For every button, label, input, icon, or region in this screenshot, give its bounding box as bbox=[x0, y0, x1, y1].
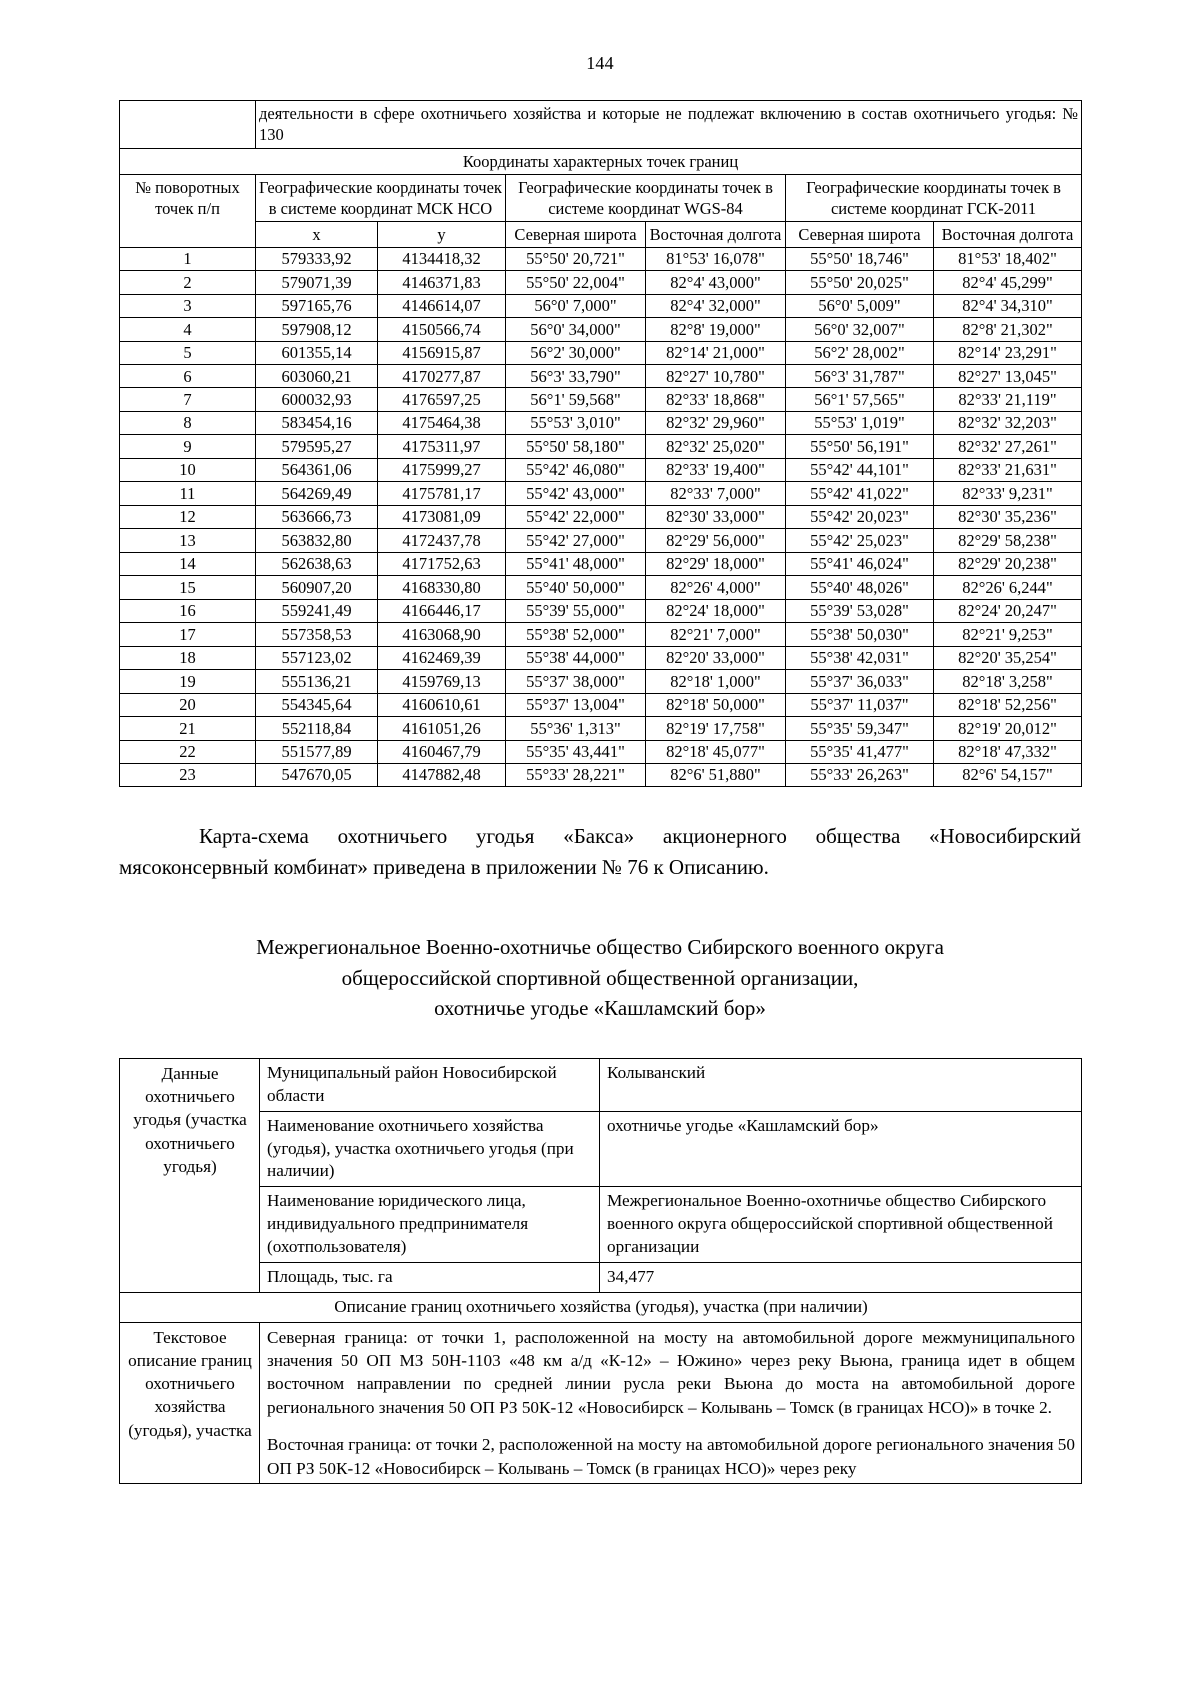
cell-msk-x: 564361,06 bbox=[256, 458, 378, 481]
cell-gsk-latitude: 55°50' 20,025" bbox=[786, 271, 934, 294]
cell-gsk-longitude: 82°19' 20,012" bbox=[934, 717, 1082, 740]
cell-point-number: 1 bbox=[120, 247, 256, 270]
cell-gsk-longitude: 82°29' 20,238" bbox=[934, 552, 1082, 575]
header-gsk-north-latitude: Северная широта bbox=[786, 222, 934, 247]
table-row bbox=[120, 318, 1082, 341]
info-value-municipal-district: Колыванский bbox=[600, 1058, 1082, 1111]
table-row-header-groups bbox=[120, 175, 1082, 222]
cell-wgs-latitude: 55°38' 52,000" bbox=[506, 623, 646, 646]
cell-gsk-longitude: 82°4' 34,310" bbox=[934, 294, 1082, 317]
cell-wgs-latitude: 55°53' 3,010" bbox=[506, 411, 646, 434]
cell-wgs-latitude: 55°42' 22,000" bbox=[506, 505, 646, 528]
cell-wgs-longitude: 82°29' 56,000" bbox=[646, 529, 786, 552]
cell-msk-y: 4146614,07 bbox=[378, 294, 506, 317]
cell-msk-x: 601355,14 bbox=[256, 341, 378, 364]
map-reference-paragraph-block bbox=[119, 821, 1081, 881]
coordinates-rows bbox=[120, 247, 1082, 787]
map-reference-paragraph: Карта-схема охотничьего угодья «Бакса» акционерного общества «Новосибирский мясоконсервный комбинат» приведена в приложении № 76 к Описанию. bbox=[119, 824, 1081, 879]
cell-msk-y: 4175781,17 bbox=[378, 482, 506, 505]
header-gsk-east-longitude: Восточная долгота bbox=[934, 222, 1082, 247]
borders-section-title: Описание границ охотничьего хозяйства (угодья), участка (при наличии) bbox=[120, 1292, 1082, 1322]
table-row bbox=[120, 247, 1082, 270]
table-row-header-subcols bbox=[120, 222, 1082, 247]
cell-msk-y: 4170277,87 bbox=[378, 365, 506, 388]
table-row-municipal-district bbox=[120, 1058, 1082, 1111]
cell-msk-x: 603060,21 bbox=[256, 365, 378, 388]
header-point-number: № поворотных точек п/п bbox=[120, 175, 256, 247]
cell-wgs-latitude: 56°3' 33,790" bbox=[506, 365, 646, 388]
cell-gsk-latitude: 55°50' 18,746" bbox=[786, 247, 934, 270]
cell-wgs-latitude: 55°50' 20,721" bbox=[506, 247, 646, 270]
cell-msk-y: 4163068,90 bbox=[378, 623, 506, 646]
cell-wgs-latitude: 55°37' 38,000" bbox=[506, 670, 646, 693]
table-row bbox=[120, 717, 1082, 740]
section-heading-line-2: общероссийской спортивной общественной организации, bbox=[341, 965, 859, 990]
table-row-legal-entity bbox=[120, 1187, 1082, 1263]
cell-point-number: 3 bbox=[120, 294, 256, 317]
cell-gsk-latitude: 55°35' 59,347" bbox=[786, 717, 934, 740]
text-description-label: Текстовое описание границ охотничьего хозяйства (угодья), участка bbox=[120, 1322, 260, 1483]
info-value-area: 34,477 bbox=[600, 1262, 1082, 1292]
cell-gsk-latitude: 55°38' 42,031" bbox=[786, 646, 934, 669]
cell-point-number: 18 bbox=[120, 646, 256, 669]
cell-gsk-latitude: 55°42' 41,022" bbox=[786, 482, 934, 505]
info-label-ground-name: Наименование охотничьего хозяйства (угодья), участка охотничьего угодья (при наличии) bbox=[260, 1111, 600, 1187]
cell-msk-y: 4176597,25 bbox=[378, 388, 506, 411]
table-row bbox=[120, 388, 1082, 411]
cell-wgs-latitude: 55°39' 55,000" bbox=[506, 599, 646, 622]
cell-point-number: 11 bbox=[120, 482, 256, 505]
cell-gsk-latitude: 55°50' 56,191" bbox=[786, 435, 934, 458]
header-gsk-group: Географические координаты точек в системе координат ГСК-2011 bbox=[786, 175, 1082, 222]
cell-wgs-latitude: 56°0' 7,000" bbox=[506, 294, 646, 317]
table-row bbox=[120, 294, 1082, 317]
cell-gsk-longitude: 82°27' 13,045" bbox=[934, 365, 1082, 388]
cell-msk-x: 559241,49 bbox=[256, 599, 378, 622]
info-value-ground-name: охотничье угодье «Кашламский бор» bbox=[600, 1111, 1082, 1187]
cell-msk-y: 4160467,79 bbox=[378, 740, 506, 763]
coordinates-table bbox=[119, 100, 1082, 787]
table-row bbox=[120, 763, 1082, 786]
cell-msk-y: 4171752,63 bbox=[378, 552, 506, 575]
cell-msk-x: 563666,73 bbox=[256, 505, 378, 528]
cell-wgs-longitude: 82°18' 1,000" bbox=[646, 670, 786, 693]
table-row bbox=[120, 341, 1082, 364]
header-wgs-group: Географические координаты точек в системе координат WGS-84 bbox=[506, 175, 786, 222]
cell-msk-x: 579333,92 bbox=[256, 247, 378, 270]
cell-wgs-latitude: 56°0' 34,000" bbox=[506, 318, 646, 341]
table-row-border-text-description bbox=[120, 1322, 1082, 1483]
cell-gsk-latitude: 55°53' 1,019" bbox=[786, 411, 934, 434]
cell-gsk-longitude: 82°18' 3,258" bbox=[934, 670, 1082, 693]
page-number: 144 bbox=[586, 53, 614, 73]
cell-point-number: 21 bbox=[120, 717, 256, 740]
cell-msk-y: 4166446,17 bbox=[378, 599, 506, 622]
cell-wgs-longitude: 82°33' 18,868" bbox=[646, 388, 786, 411]
cell-msk-y: 4159769,13 bbox=[378, 670, 506, 693]
cell-msk-y: 4175464,38 bbox=[378, 411, 506, 434]
cell-wgs-latitude: 55°41' 48,000" bbox=[506, 552, 646, 575]
header-wgs-east-longitude: Восточная долгота bbox=[646, 222, 786, 247]
table-row bbox=[120, 623, 1082, 646]
cell-msk-y: 4162469,39 bbox=[378, 646, 506, 669]
section-heading-block bbox=[119, 932, 1081, 1024]
cell-msk-x: 551577,89 bbox=[256, 740, 378, 763]
cell-wgs-latitude: 55°37' 13,004" bbox=[506, 693, 646, 716]
cell-msk-y: 4175999,27 bbox=[378, 458, 506, 481]
cell-gsk-longitude: 82°18' 47,332" bbox=[934, 740, 1082, 763]
cell-msk-x: 547670,05 bbox=[256, 763, 378, 786]
cell-wgs-latitude: 55°40' 50,000" bbox=[506, 576, 646, 599]
cell-wgs-latitude: 55°38' 44,000" bbox=[506, 646, 646, 669]
table-row bbox=[120, 411, 1082, 434]
cell-gsk-longitude: 82°20' 35,254" bbox=[934, 646, 1082, 669]
cell-gsk-latitude: 55°42' 20,023" bbox=[786, 505, 934, 528]
table-row bbox=[120, 435, 1082, 458]
cell-msk-x: 557358,53 bbox=[256, 623, 378, 646]
cell-gsk-latitude: 55°41' 46,024" bbox=[786, 552, 934, 575]
info-side-label: Данные охотничьего угодья (участка охотничьего угодья) bbox=[120, 1058, 260, 1292]
coordinates-section-title: Координаты характерных точек границ bbox=[120, 148, 1082, 174]
intro-text-cell: деятельности в сфере охотничьего хозяйства и которые не подлежат включению в состав охотничьего угодья: № 130 bbox=[256, 101, 1082, 149]
cell-gsk-longitude: 82°18' 52,256" bbox=[934, 693, 1082, 716]
cell-gsk-latitude: 55°42' 44,101" bbox=[786, 458, 934, 481]
table-row bbox=[120, 670, 1082, 693]
cell-gsk-longitude: 82°8' 21,302" bbox=[934, 318, 1082, 341]
cell-wgs-longitude: 82°33' 7,000" bbox=[646, 482, 786, 505]
cell-msk-y: 4156915,87 bbox=[378, 341, 506, 364]
cell-wgs-longitude: 82°14' 21,000" bbox=[646, 341, 786, 364]
cell-msk-y: 4146371,83 bbox=[378, 271, 506, 294]
table-row bbox=[120, 271, 1082, 294]
cell-point-number: 2 bbox=[120, 271, 256, 294]
table-row-intro bbox=[120, 101, 1082, 149]
header-y: y bbox=[378, 222, 506, 247]
cell-msk-x: 555136,21 bbox=[256, 670, 378, 693]
cell-gsk-longitude: 82°33' 21,119" bbox=[934, 388, 1082, 411]
cell-msk-y: 4134418,32 bbox=[378, 247, 506, 270]
cell-msk-x: 554345,64 bbox=[256, 693, 378, 716]
cell-msk-x: 563832,80 bbox=[256, 529, 378, 552]
cell-wgs-longitude: 82°18' 50,000" bbox=[646, 693, 786, 716]
cell-wgs-latitude: 55°33' 28,221" bbox=[506, 763, 646, 786]
cell-msk-x: 600032,93 bbox=[256, 388, 378, 411]
table-row bbox=[120, 693, 1082, 716]
table-row bbox=[120, 576, 1082, 599]
table-row bbox=[120, 458, 1082, 481]
cell-wgs-longitude: 82°8' 19,000" bbox=[646, 318, 786, 341]
cell-wgs-longitude: 82°18' 45,077" bbox=[646, 740, 786, 763]
cell-gsk-latitude: 55°37' 36,033" bbox=[786, 670, 934, 693]
cell-wgs-longitude: 82°6' 51,880" bbox=[646, 763, 786, 786]
cell-wgs-latitude: 56°2' 30,000" bbox=[506, 341, 646, 364]
cell-gsk-latitude: 55°33' 26,263" bbox=[786, 763, 934, 786]
cell-wgs-longitude: 82°21' 7,000" bbox=[646, 623, 786, 646]
hunting-ground-info-table bbox=[119, 1058, 1082, 1484]
cell-gsk-latitude: 56°1' 57,565" bbox=[786, 388, 934, 411]
cell-gsk-longitude: 82°26' 6,244" bbox=[934, 576, 1082, 599]
info-label-municipal-district: Муниципальный район Новосибирской области bbox=[260, 1058, 600, 1111]
cell-wgs-longitude: 82°29' 18,000" bbox=[646, 552, 786, 575]
cell-msk-x: 564269,49 bbox=[256, 482, 378, 505]
table-row bbox=[120, 599, 1082, 622]
table-row-borders-section-title bbox=[120, 1292, 1082, 1322]
cell-gsk-latitude: 55°38' 50,030" bbox=[786, 623, 934, 646]
cell-msk-x: 579595,27 bbox=[256, 435, 378, 458]
cell-point-number: 5 bbox=[120, 341, 256, 364]
cell-wgs-latitude: 55°50' 22,004" bbox=[506, 271, 646, 294]
cell-gsk-longitude: 82°4' 45,299" bbox=[934, 271, 1082, 294]
cell-wgs-latitude: 55°36' 1,313" bbox=[506, 717, 646, 740]
info-label-legal-entity: Наименование юридического лица, индивидуального предпринимателя (охотпользователя) bbox=[260, 1187, 600, 1263]
cell-point-number: 12 bbox=[120, 505, 256, 528]
cell-gsk-latitude: 55°40' 48,026" bbox=[786, 576, 934, 599]
cell-point-number: 6 bbox=[120, 365, 256, 388]
header-x: x bbox=[256, 222, 378, 247]
border-paragraph-east: Восточная граница: от точки 2, расположенной на мосту на автомобильной дороге регионального значения 50 ОП РЗ 50К-12 «Новосибирск – Колывань – Томск (в границах НСО)» через реку bbox=[267, 1435, 1075, 1478]
cell-gsk-latitude: 55°39' 53,028" bbox=[786, 599, 934, 622]
cell-wgs-longitude: 82°4' 43,000" bbox=[646, 271, 786, 294]
cell-gsk-latitude: 56°0' 5,009" bbox=[786, 294, 934, 317]
cell-msk-x: 557123,02 bbox=[256, 646, 378, 669]
cell-point-number: 23 bbox=[120, 763, 256, 786]
cell-gsk-longitude: 82°33' 21,631" bbox=[934, 458, 1082, 481]
cell-wgs-longitude: 82°20' 33,000" bbox=[646, 646, 786, 669]
cell-gsk-latitude: 55°42' 25,023" bbox=[786, 529, 934, 552]
cell-gsk-longitude: 82°29' 58,238" bbox=[934, 529, 1082, 552]
empty-corner-cell bbox=[120, 101, 256, 149]
cell-msk-y: 4160610,61 bbox=[378, 693, 506, 716]
table-row bbox=[120, 646, 1082, 669]
border-paragraph-north: Северная граница: от точки 1, расположенной на мосту на автомобильной дороге межмуниципального значения 50 ОП МЗ 50Н-1103 «48 км а/д «К-12» – Южино» через реку Вьюна, граница идет в общем восточном направлении по средней линии русла реки Вьюна до моста на автомобильной дороге регионального значения 50 ОП РЗ 50К-12 «Новосибирск – Колывань – Томск (в границах НСО)» в точке 2. bbox=[267, 1327, 1075, 1417]
cell-msk-x: 552118,84 bbox=[256, 717, 378, 740]
cell-wgs-longitude: 82°26' 4,000" bbox=[646, 576, 786, 599]
cell-gsk-longitude: 82°33' 9,231" bbox=[934, 482, 1082, 505]
cell-gsk-longitude: 82°24' 20,247" bbox=[934, 599, 1082, 622]
cell-msk-x: 597908,12 bbox=[256, 318, 378, 341]
cell-msk-y: 4175311,97 bbox=[378, 435, 506, 458]
table-row bbox=[120, 482, 1082, 505]
cell-wgs-longitude: 82°4' 32,000" bbox=[646, 294, 786, 317]
section-heading-line-1: Межрегиональное Военно-охотничье общество Сибирского военного округа bbox=[256, 934, 944, 959]
table-row bbox=[120, 365, 1082, 388]
cell-gsk-longitude: 82°6' 54,157" bbox=[934, 763, 1082, 786]
cell-point-number: 15 bbox=[120, 576, 256, 599]
table-row-section-title bbox=[120, 148, 1082, 174]
cell-gsk-longitude: 82°32' 32,203" bbox=[934, 411, 1082, 434]
cell-msk-y: 4173081,09 bbox=[378, 505, 506, 528]
cell-msk-y: 4147882,48 bbox=[378, 763, 506, 786]
cell-gsk-longitude: 82°32' 27,261" bbox=[934, 435, 1082, 458]
cell-wgs-longitude: 81°53' 16,078" bbox=[646, 247, 786, 270]
cell-gsk-longitude: 82°30' 35,236" bbox=[934, 505, 1082, 528]
cell-point-number: 7 bbox=[120, 388, 256, 411]
info-value-legal-entity: Межрегиональное Военно-охотничье общество Сибирского военного округа общероссийской спортивной общественной организации bbox=[600, 1187, 1082, 1263]
cell-point-number: 9 bbox=[120, 435, 256, 458]
cell-wgs-latitude: 55°42' 43,000" bbox=[506, 482, 646, 505]
cell-msk-x: 583454,16 bbox=[256, 411, 378, 434]
cell-msk-y: 4150566,74 bbox=[378, 318, 506, 341]
cell-gsk-longitude: 82°14' 23,291" bbox=[934, 341, 1082, 364]
table-row-area bbox=[120, 1262, 1082, 1292]
cell-wgs-longitude: 82°19' 17,758" bbox=[646, 717, 786, 740]
cell-gsk-latitude: 55°37' 11,037" bbox=[786, 693, 934, 716]
cell-point-number: 20 bbox=[120, 693, 256, 716]
info-label-area: Площадь, тыс. га bbox=[260, 1262, 600, 1292]
cell-gsk-latitude: 56°2' 28,002" bbox=[786, 341, 934, 364]
cell-point-number: 16 bbox=[120, 599, 256, 622]
header-msk-group: Географические координаты точек в системе координат МСК НСО bbox=[256, 175, 506, 222]
cell-gsk-longitude: 82°21' 9,253" bbox=[934, 623, 1082, 646]
cell-wgs-longitude: 82°33' 19,400" bbox=[646, 458, 786, 481]
cell-point-number: 4 bbox=[120, 318, 256, 341]
cell-wgs-longitude: 82°32' 25,020" bbox=[646, 435, 786, 458]
cell-msk-x: 562638,63 bbox=[256, 552, 378, 575]
cell-point-number: 17 bbox=[120, 623, 256, 646]
cell-msk-x: 579071,39 bbox=[256, 271, 378, 294]
table-row bbox=[120, 552, 1082, 575]
cell-gsk-latitude: 55°35' 41,477" bbox=[786, 740, 934, 763]
cell-wgs-latitude: 56°1' 59,568" bbox=[506, 388, 646, 411]
cell-point-number: 19 bbox=[120, 670, 256, 693]
header-wgs-north-latitude: Северная широта bbox=[506, 222, 646, 247]
cell-wgs-latitude: 55°50' 58,180" bbox=[506, 435, 646, 458]
cell-gsk-latitude: 56°0' 32,007" bbox=[786, 318, 934, 341]
table-row bbox=[120, 740, 1082, 763]
cell-msk-x: 597165,76 bbox=[256, 294, 378, 317]
cell-msk-y: 4172437,78 bbox=[378, 529, 506, 552]
cell-point-number: 8 bbox=[120, 411, 256, 434]
cell-gsk-longitude: 81°53' 18,402" bbox=[934, 247, 1082, 270]
cell-wgs-longitude: 82°24' 18,000" bbox=[646, 599, 786, 622]
cell-point-number: 14 bbox=[120, 552, 256, 575]
cell-msk-y: 4161051,26 bbox=[378, 717, 506, 740]
table-row bbox=[120, 529, 1082, 552]
cell-point-number: 10 bbox=[120, 458, 256, 481]
cell-wgs-longitude: 82°30' 33,000" bbox=[646, 505, 786, 528]
cell-wgs-latitude: 55°42' 46,080" bbox=[506, 458, 646, 481]
cell-msk-x: 560907,20 bbox=[256, 576, 378, 599]
cell-point-number: 22 bbox=[120, 740, 256, 763]
border-description-cell bbox=[260, 1322, 1082, 1483]
cell-point-number: 13 bbox=[120, 529, 256, 552]
table-row-ground-name bbox=[120, 1111, 1082, 1187]
cell-msk-y: 4168330,80 bbox=[378, 576, 506, 599]
cell-wgs-longitude: 82°32' 29,960" bbox=[646, 411, 786, 434]
cell-wgs-longitude: 82°27' 10,780" bbox=[646, 365, 786, 388]
cell-wgs-latitude: 55°42' 27,000" bbox=[506, 529, 646, 552]
table-row bbox=[120, 505, 1082, 528]
cell-wgs-latitude: 55°35' 43,441" bbox=[506, 740, 646, 763]
cell-gsk-latitude: 56°3' 31,787" bbox=[786, 365, 934, 388]
page-content bbox=[119, 100, 1081, 1484]
section-heading-line-3: охотничье угодье «Кашламский бор» bbox=[434, 996, 766, 1021]
